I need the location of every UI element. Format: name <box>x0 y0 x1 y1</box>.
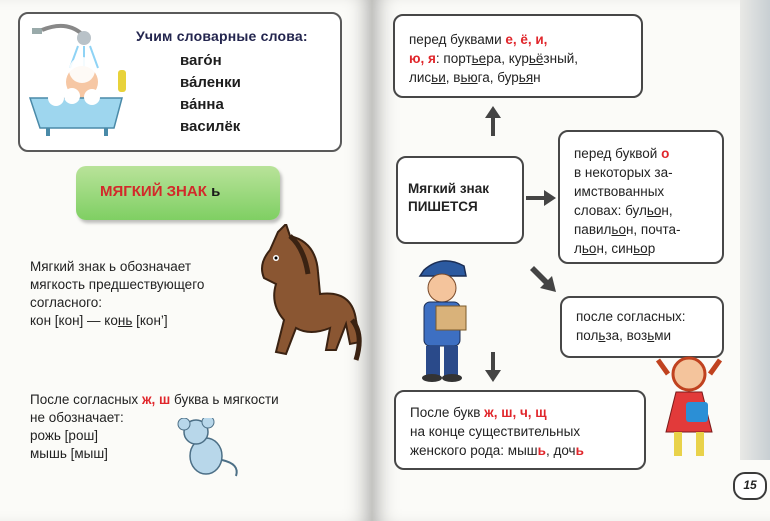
highlight-letters: е, ё, и, <box>505 32 548 47</box>
example-highlight: ьё <box>528 51 544 66</box>
mouse-illustration <box>176 418 246 480</box>
text-line <box>574 239 681 258</box>
example-line: мышь [мыш] <box>30 446 108 461</box>
rule-box-before-o <box>558 130 724 264</box>
arrow-down-icon <box>485 352 501 382</box>
text-part: за, воз <box>605 328 648 343</box>
arrow-up-icon <box>485 106 501 136</box>
horse-illustration <box>256 224 366 374</box>
text-line: Мягкий знак ь обозначает <box>30 259 192 274</box>
arrow-right-icon <box>526 190 556 206</box>
arrow-diagonal-icon <box>530 266 556 292</box>
text-line <box>410 403 584 422</box>
text-part: лис <box>409 70 432 85</box>
text-part: словах: бул <box>574 203 647 218</box>
text-part: После букв <box>410 405 485 420</box>
text-part: н, син <box>596 241 634 256</box>
text-line: мягкость предшествующего <box>30 277 205 292</box>
text-part: , в <box>445 70 461 85</box>
text-line: не обозначает: <box>30 410 124 425</box>
vocabulary-title: Учим словарные слова: <box>136 28 308 44</box>
text-part: женского рода: мыш <box>410 443 538 458</box>
text-line <box>409 68 578 87</box>
text-line <box>409 30 578 49</box>
text-line: после согласных: <box>576 309 686 324</box>
text-part: После согласных <box>30 392 142 407</box>
center-box <box>396 156 524 244</box>
text-line <box>409 49 578 68</box>
vocab-word: василёк <box>180 118 241 135</box>
example-highlight: ья <box>518 70 534 85</box>
text-line <box>410 441 584 460</box>
highlight-letters: ж, ш, ч, щ <box>484 405 547 420</box>
highlight-letters: ж, ш <box>141 392 171 407</box>
rule-box-after-sibilants <box>394 390 646 470</box>
text-part: зный, <box>543 51 579 66</box>
example-highlight: ьо <box>581 241 597 256</box>
text-line <box>576 326 686 345</box>
text-part: , доч <box>545 443 576 458</box>
text-part: ра, кур <box>486 51 529 66</box>
example-line: рожь [рош] <box>30 428 99 443</box>
text-part: ми <box>654 328 672 343</box>
text-part: га, бур <box>477 70 519 85</box>
text-line: на конце существительных <box>410 424 581 439</box>
text-part: н, почта- <box>625 222 681 237</box>
text-line <box>574 201 681 220</box>
rule-box-after-consonants <box>560 296 724 358</box>
example-highlight: ьо <box>633 241 648 256</box>
text-line: в некоторых за- <box>574 165 673 180</box>
text-line: имствованных <box>574 184 665 199</box>
text-part: перед буквой <box>574 146 662 161</box>
mailman-illustration <box>406 254 476 384</box>
text-line <box>30 391 279 409</box>
example-highlight: ьо <box>646 203 662 218</box>
text-part: л <box>574 241 582 256</box>
page-number: 15 <box>733 472 767 500</box>
vocab-word: ва́ленки <box>180 74 241 91</box>
vocab-word: ваго́н <box>180 52 222 69</box>
text-part: буква ь мягкости <box>170 392 279 407</box>
text-line <box>574 220 681 239</box>
example-highlight: ьо <box>611 222 626 237</box>
text-line: согласного: <box>30 295 103 310</box>
text-part: пол <box>576 328 599 343</box>
vocabulary-card <box>18 12 342 152</box>
soft-sign-letter: ь <box>211 183 221 200</box>
vocab-word: ва́нна <box>180 96 224 113</box>
highlight-letters: ь <box>537 443 546 458</box>
example-highlight: ье <box>471 51 487 66</box>
rule-box-before-vowels <box>393 14 643 98</box>
text-part: н <box>533 70 541 85</box>
section-title: МЯГКИЙ ЗНАК <box>100 183 207 200</box>
example-line <box>30 312 204 330</box>
girl-illustration <box>656 352 722 462</box>
example-highlight: ь <box>598 328 606 343</box>
baby-bath-illustration <box>26 20 126 140</box>
highlight-letters: о <box>661 146 670 161</box>
example-text: [кон’] <box>132 313 168 328</box>
text-part: : порт <box>435 51 472 66</box>
text-part: р <box>647 241 656 256</box>
rule-paragraph-1 <box>30 258 204 330</box>
page-decoration <box>740 0 770 460</box>
example-text: кон [кон] — ко <box>30 313 118 328</box>
example-highlight: ью <box>460 70 478 85</box>
highlight-letters: ь <box>575 443 584 458</box>
text-part: перед буквами <box>409 32 506 47</box>
center-title: Мягкий знак <box>408 181 489 196</box>
example-highlight: нь <box>117 313 133 328</box>
text-part: павил <box>574 222 612 237</box>
section-header <box>76 166 280 220</box>
text-part: н, <box>661 203 673 218</box>
left-page <box>0 0 373 521</box>
example-highlight: ьи <box>431 70 446 85</box>
highlight-letters: ю, я <box>409 51 436 66</box>
text-line <box>574 144 681 163</box>
center-subtitle: ПИШЕТСЯ <box>408 199 478 214</box>
example-highlight: ь <box>647 328 655 343</box>
